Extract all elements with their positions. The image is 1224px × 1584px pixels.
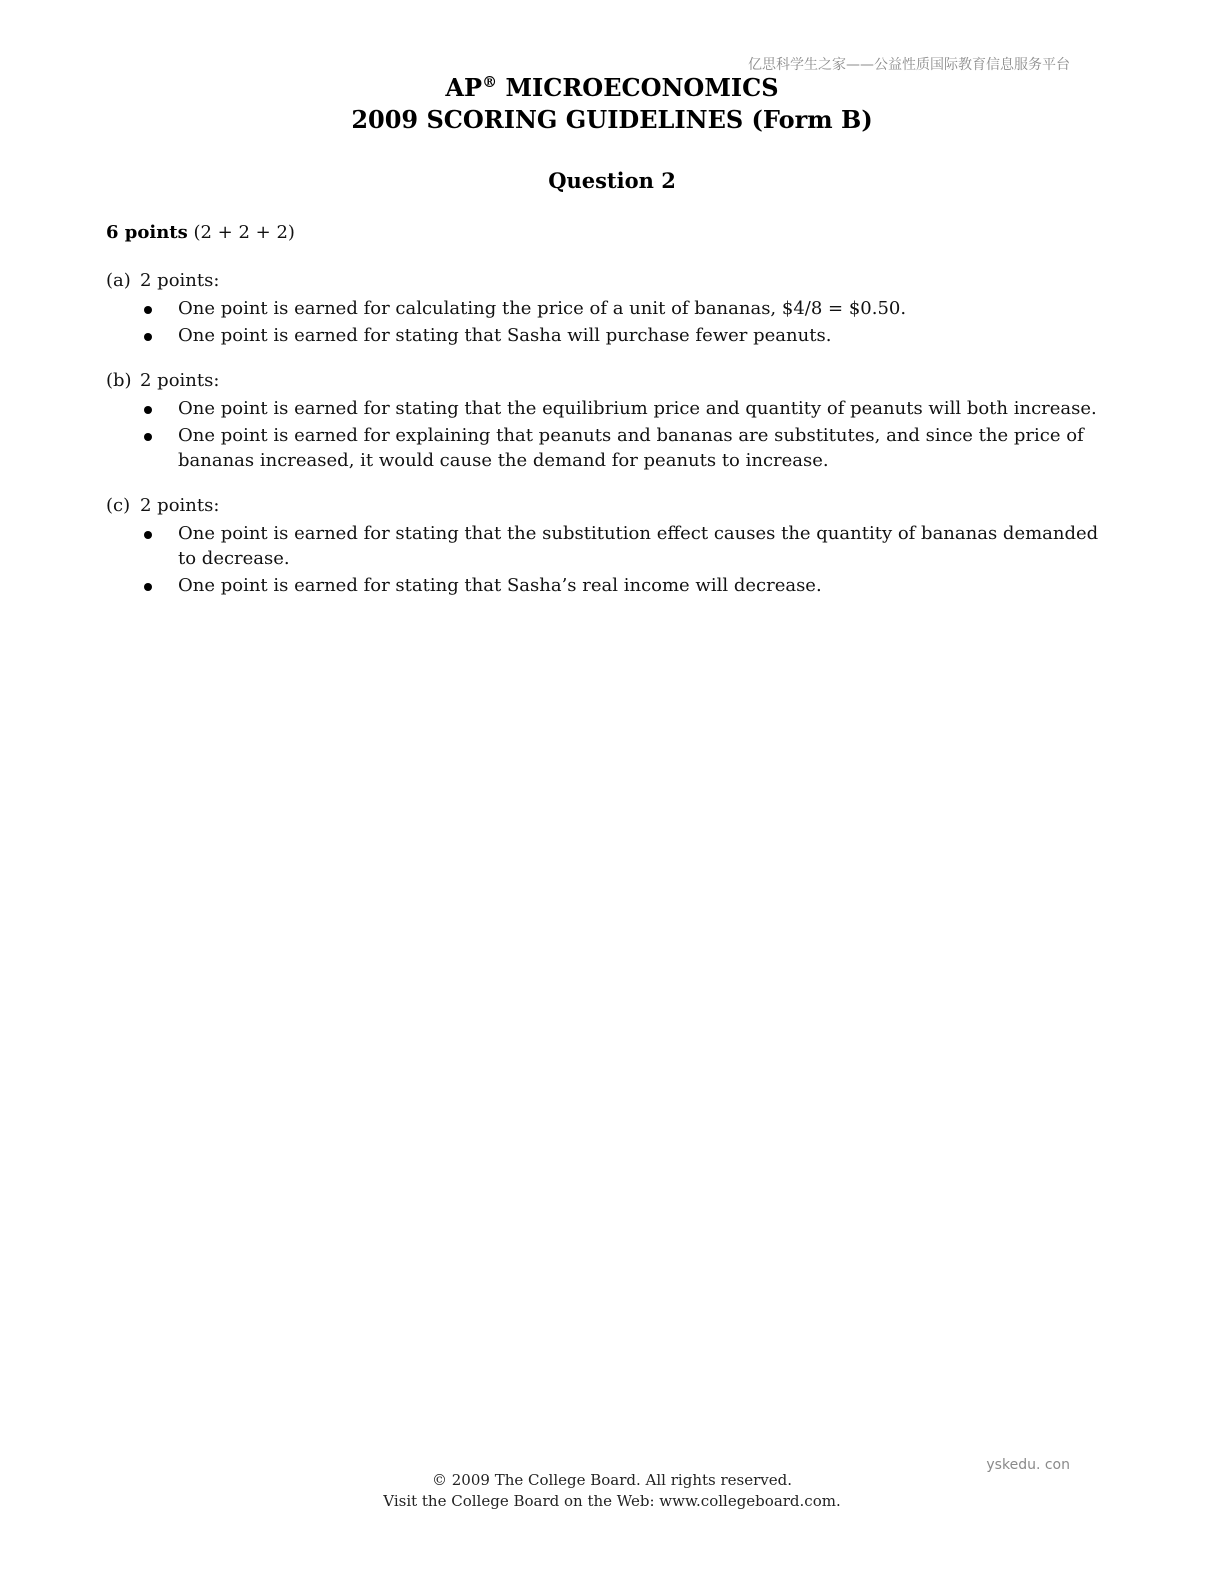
list-item: [106, 521, 1106, 571]
bullet-icon: [144, 406, 152, 414]
bullet-list: [106, 396, 1106, 473]
page-title: [0, 72, 1224, 104]
part-label: (a): [106, 270, 131, 291]
part-points: 2 points:: [140, 270, 220, 291]
list-item: [106, 296, 1106, 321]
page-footer: [0, 1470, 1224, 1512]
scoring-content: [106, 220, 1106, 618]
bullet-icon: [144, 433, 152, 441]
page-header: [0, 72, 1224, 136]
website-line: Visit the College Board on the Web: www.collegeboard.com.: [383, 1492, 841, 1510]
registered-mark: ®: [482, 73, 498, 91]
list-item: [106, 423, 1106, 473]
part-label: (b): [106, 370, 132, 391]
total-points-bold: 6 points: [106, 222, 188, 243]
question-heading: Question 2: [548, 168, 676, 193]
list-item: [106, 573, 1106, 598]
copyright-line: © 2009 The College Board. All rights reserved.: [432, 1471, 792, 1489]
bullet-list: [106, 296, 1106, 348]
bullet-icon: [144, 583, 152, 591]
bullet-icon: [144, 531, 152, 539]
part-c: [106, 493, 1106, 598]
part-points: 2 points:: [140, 495, 220, 516]
part-a: [106, 268, 1106, 348]
title-prefix: AP: [445, 73, 483, 102]
total-points-breakdown: (2 + 2 + 2): [187, 222, 295, 243]
list-item-text: One point is earned for calculating the price of a unit of bananas, $4/8 = $0.50.: [178, 298, 907, 319]
list-item-text: One point is earned for stating that Sasha’s real income will decrease.: [178, 575, 822, 596]
title-rest: MICROECONOMICS: [497, 73, 779, 102]
page-subtitle: 2009 SCORING GUIDELINES (Form B): [351, 105, 873, 134]
list-item: [106, 396, 1106, 421]
list-item: [106, 323, 1106, 348]
part-heading: [106, 493, 1106, 519]
part-heading: [106, 268, 1106, 294]
list-item-text: One point is earned for stating that the substitution effect causes the quantity of bananas demanded to decrease.: [178, 523, 1099, 569]
total-points: [106, 220, 1106, 246]
part-heading: [106, 368, 1106, 394]
bullet-list: [106, 521, 1106, 598]
bullet-icon: [144, 306, 152, 314]
part-b: [106, 368, 1106, 473]
list-item-text: One point is earned for stating that Sasha will purchase fewer peanuts.: [178, 325, 832, 346]
part-points: 2 points:: [140, 370, 220, 391]
watermark-bottom: yskedu. con: [986, 1457, 1070, 1473]
bullet-icon: [144, 333, 152, 341]
watermark-top: 亿思科学生之家——公益性质国际教育信息服务平台: [748, 57, 1070, 73]
list-item-text: One point is earned for stating that the equilibrium price and quantity of peanuts will both increase.: [178, 398, 1097, 419]
list-item-text: One point is earned for explaining that peanuts and bananas are substitutes, and since the price of bananas increased, it would cause the demand for peanuts to increase.: [178, 425, 1084, 471]
part-label: (c): [106, 495, 131, 516]
